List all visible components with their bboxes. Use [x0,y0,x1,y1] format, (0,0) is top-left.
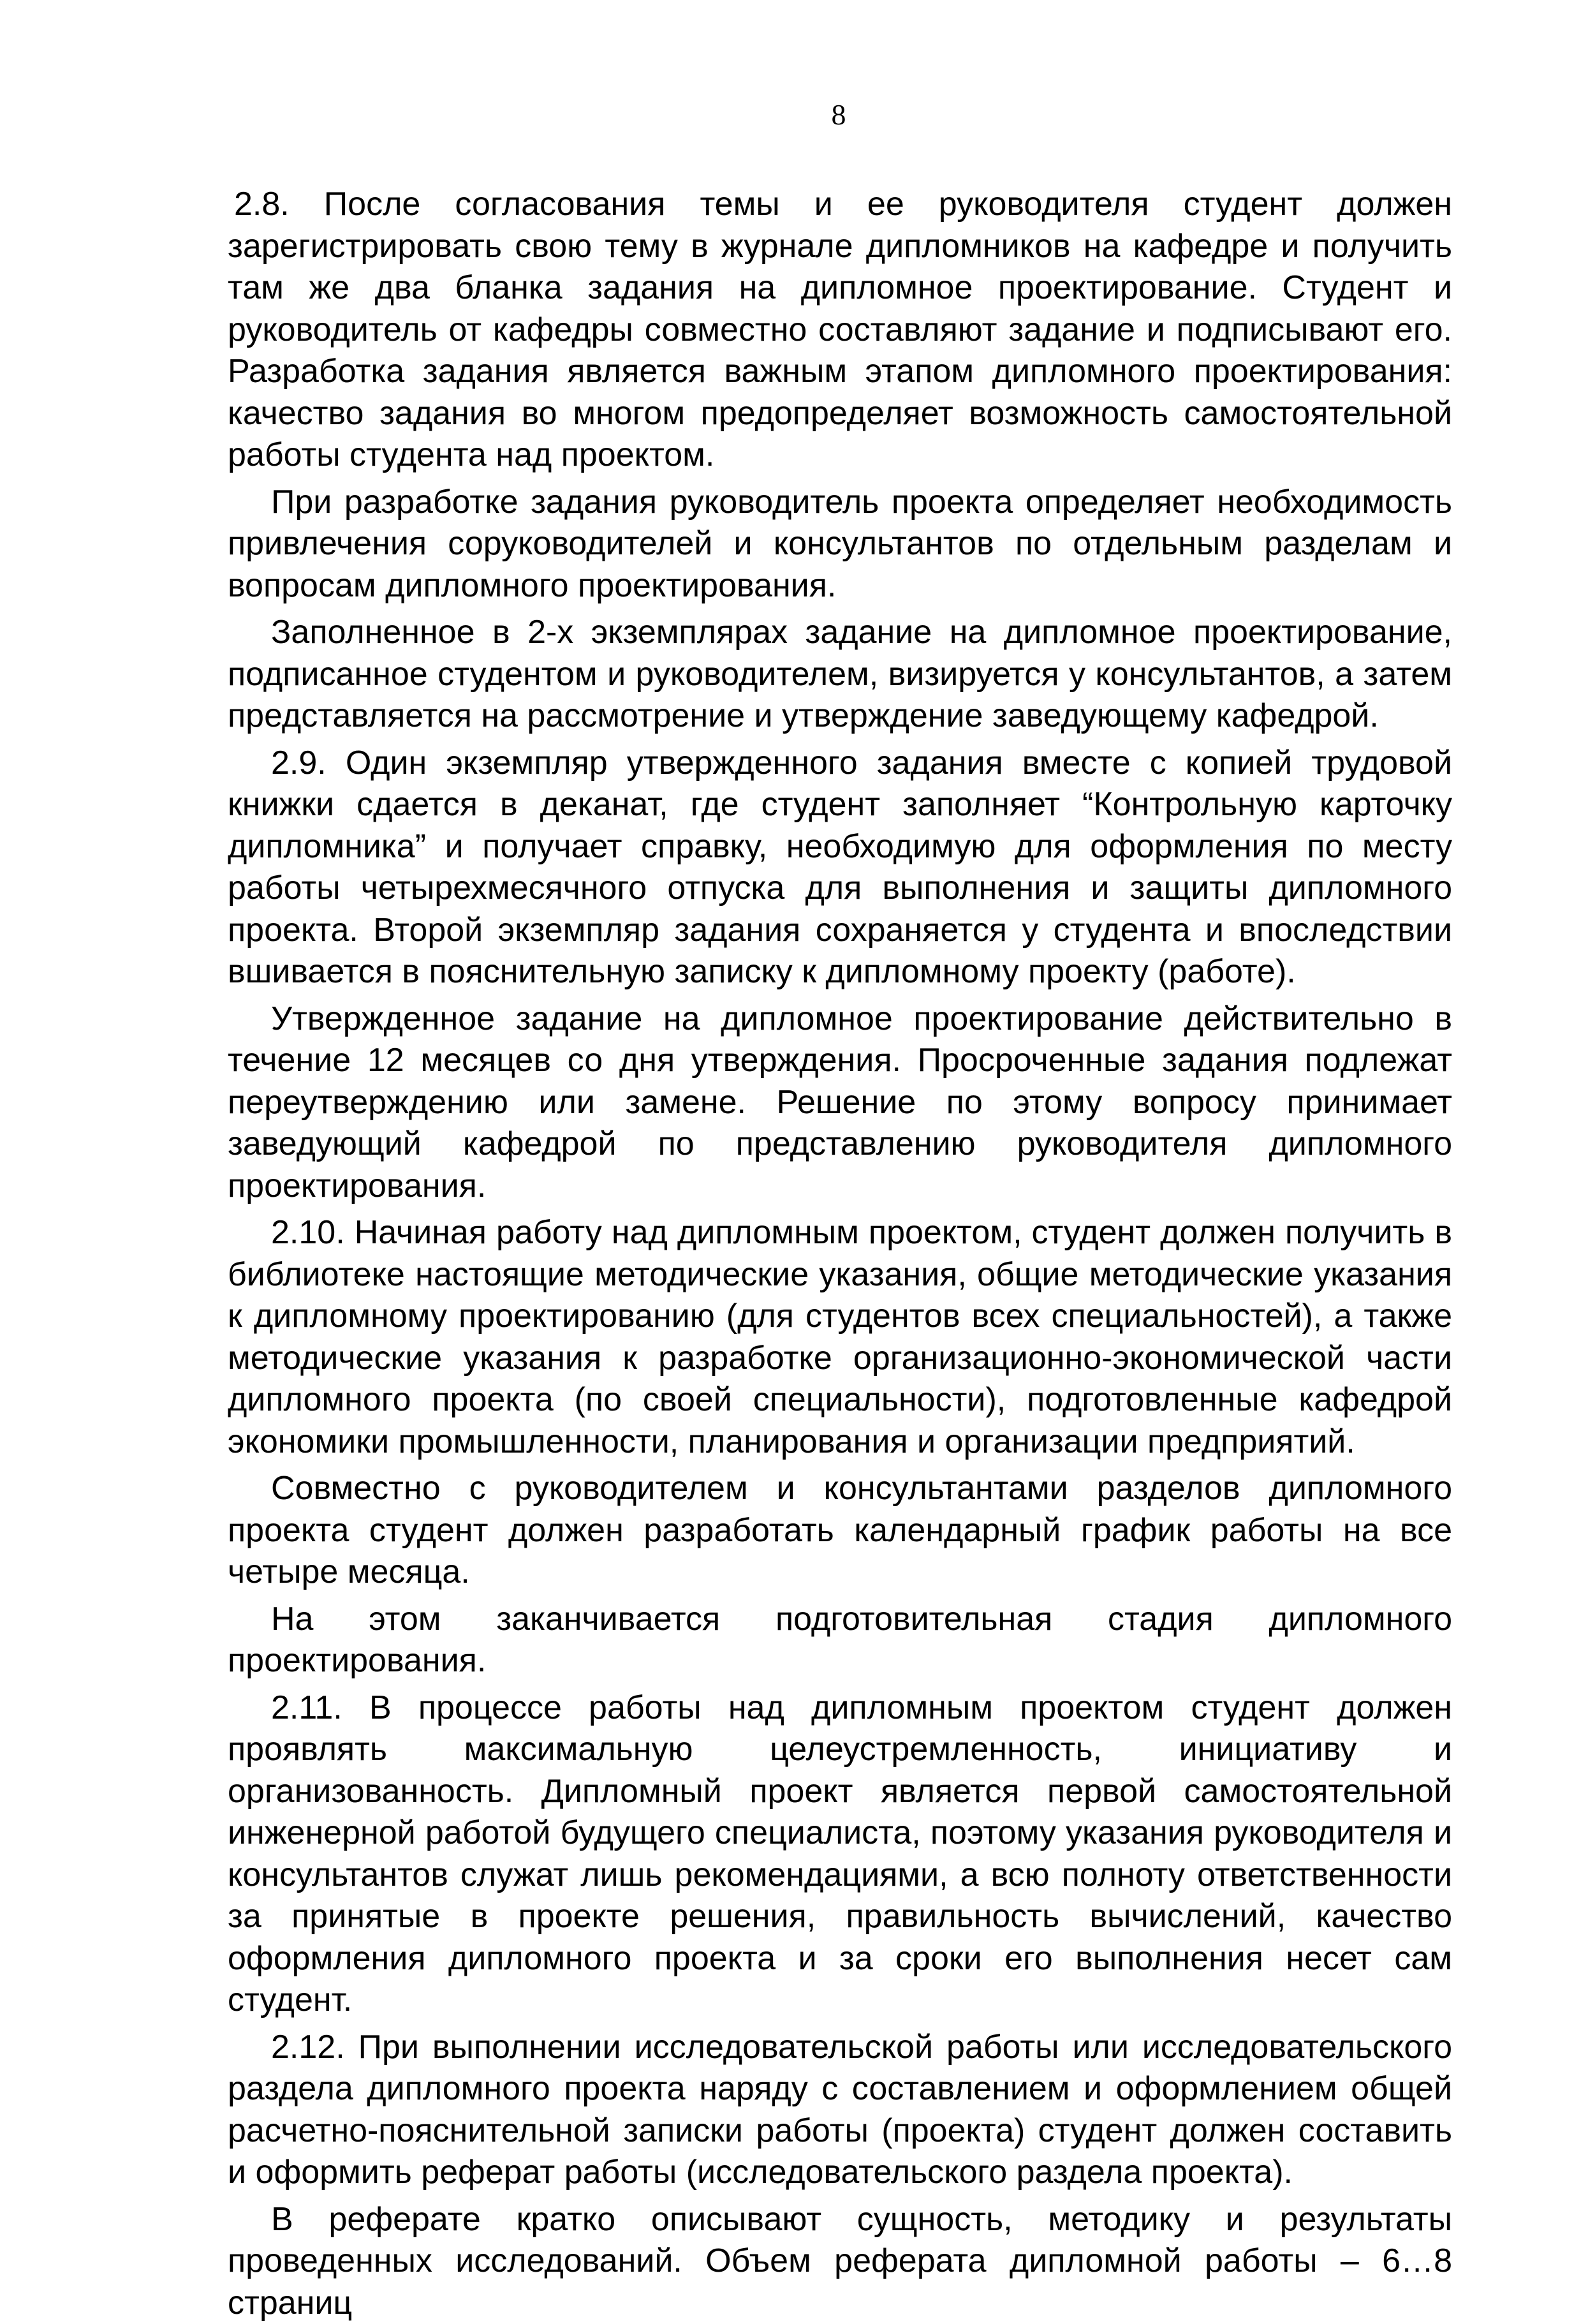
page-number: 8 [0,96,1581,134]
paragraph-2-11: 2.11. В процессе работы над дипломным проектом студент должен проявлять максимальную целеустремленность, инициативу и организованность. Дипломный проект является первой самостоятельной инженерной работой будущего специалиста, поэтому указания руководителя и консультантов служат лишь рекомендациями, а всю полноту ответственности за принятые в проекте решения, правильность вычислений, качество оформления дипломного проекта и за сроки его выполнения несет сам студент. [228,1687,1452,2022]
paragraph-assignment-approval: Заполненное в 2-х экземплярах задание на дипломное проектирование, подписанное студентом и руководителем, визируется у консультантов, а затем представляется на рассмотрение и утверждение заведующему кафедрой. [228,612,1452,737]
paragraph-preparatory-stage: На этом заканчивается подготовительная стадия дипломного проектирования. [228,1599,1452,1682]
paragraph-2-10: 2.10. Начиная работу над дипломным проектом, студент должен получить в библиотеке настоящие методические указания, общие методические указания к дипломному проектированию (для студентов всех специальностей), а также методические указания к разработке организационно-экономической части дипломного проекта (по своей специальности), подготовленные кафедрой экономики промышленности, планирования и организации предприятий. [228,1212,1452,1463]
paragraph-assignment-validity: Утвержденное задание на дипломное проектирование действительно в течение 12 месяцев со дня утверждения. Просроченные задания подлежат переутверждению или замене. Решение по этому вопросу принимает заведующий кафедрой по представлению руководителя дипломного проектирования. [228,998,1452,1208]
paragraph-2-8: 2.8. После согласования темы и ее руководителя студент должен зарегистрировать свою тему в журнале дипломников на кафедре и получить там же два бланка задания на дипломное проектирование. Студент и руководитель от кафедры совместно составляют задание и подписывают его. Разработка задания является важным этапом дипломного проектирования: качество задания во многом предопределяет возможность самостоятельной работы студента над проектом. [228,184,1452,477]
paragraph-supervisor-assignment: При разработке задания руководитель проекта определяет необходимость привлечения соруководителей и консультантов по отдельным разделам и вопросам дипломного проектирования. [228,482,1452,607]
paragraph-2-9: 2.9. Один экземпляр утвержденного задания вместе с копией трудовой книжки сдается в деканат, где студент заполняет “Контрольную карточку дипломника” и получает справку, необходимую для оформления по месту работы четырехмесячного отпуска для выполнения и защиты дипломного проекта. Второй экземпляр задания сохраняется у студента и впоследствии вшивается в пояснительную записку к дипломному проекту (работе). [228,743,1452,993]
paragraph-schedule: Совместно с руководителем и консультантами разделов дипломного проекта студент должен разработать календарный график работы на все четыре месяца. [228,1468,1452,1594]
paragraph-abstract: В реферате кратко описывают сущность, методику и результаты проведенных исследований. Объем реферата дипломной работы – 6…8 страниц [228,2199,1452,2324]
paragraph-2-12: 2.12. При выполнении исследовательской работы или исследовательского раздела дипломного проекта наряду с составлением и оформлением общей расчетно-пояснительной записки работы (проекта) студент должен составить и оформить реферат работы (исследовательского раздела проекта). [228,2027,1452,2194]
page-body [228,184,1452,2324]
